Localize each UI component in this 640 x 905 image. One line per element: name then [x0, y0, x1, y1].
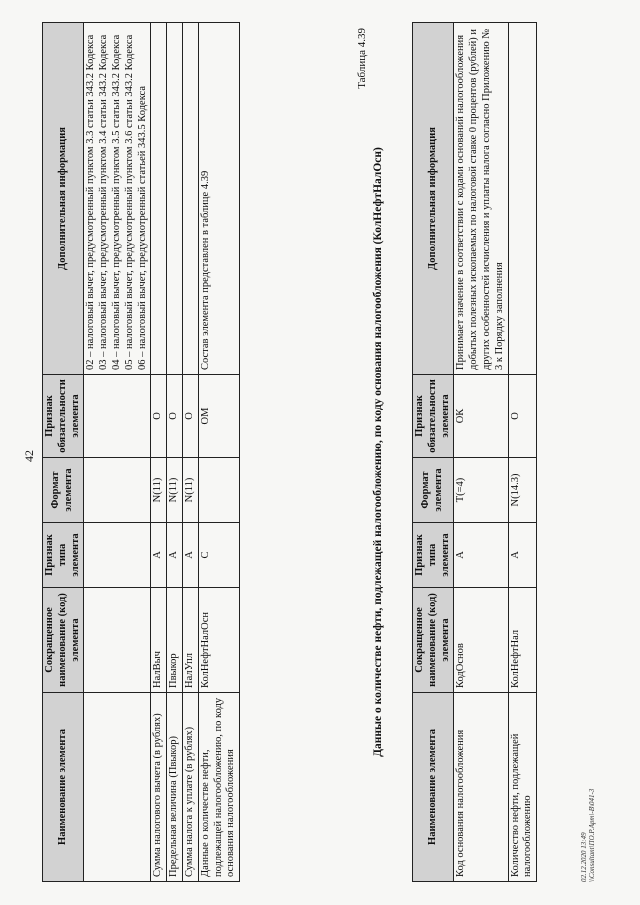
cell-name: Количество нефти, подлежащей налогообложению [508, 693, 537, 882]
table-cell [84, 588, 151, 693]
footer-stamp [580, 789, 597, 882]
cell-code: КолНефтНалОсн [198, 588, 239, 693]
cell-info: Принимает значение в соответствии с кодами оснований налогообложения добытых полезных ископаемых по налоговой ставке 0 процентов (рублей) и других особенностей исчисления и уплаты налога согласно Приложению № 3 к Порядку заполнения [454, 23, 508, 375]
cell-type: А [151, 523, 167, 588]
table-row [508, 23, 537, 882]
elements-table-continued [42, 22, 240, 882]
info-line: 06 – налоговый вычет, предусмотренный статьей 343.5 Кодекса [136, 86, 148, 370]
cell-code: КодОснов [454, 588, 508, 693]
cell-name: Сумма налога к уплате (в рублях) [182, 693, 198, 882]
info-line: 04 – налоговый вычет, предусмотренный пунктом 3.5 статьи 343.2 Кодекса [110, 34, 122, 370]
cell-code: КолНефтНал [508, 588, 537, 693]
cell-type: А [508, 523, 537, 588]
cell-info [151, 23, 167, 375]
col-header-format: Формат элемента [413, 458, 454, 523]
table-cell [84, 458, 151, 523]
col-header-required: Признак обязательности элемента [413, 375, 454, 458]
col-header-required: Признак обязательности элемента [43, 375, 84, 458]
cell-code: НалУпл [182, 588, 198, 693]
cell-format: N(11) [167, 458, 183, 523]
cell-type: С [198, 523, 239, 588]
col-header-type: Признак типа элемента [413, 523, 454, 588]
info-line: 02 – налоговый вычет, предусмотренный пунктом 3.3 статьи 343.2 Кодекса [85, 34, 97, 370]
cell-code: НалВыч [151, 588, 167, 693]
table-title: Данные о количестве нефти, подлежащей налогообложению, по коду основания налогообложения (КолНефтНалОсн) [372, 147, 384, 757]
cell-type: А [454, 523, 508, 588]
table-cell [84, 523, 151, 588]
cell-required: О [151, 375, 167, 458]
footer-date: 02.12.2020 13:49 [580, 832, 588, 882]
cell-info: Состав элемента представлен в таблице 4.39 [198, 23, 239, 375]
info-line: 05 – налоговый вычет, предусмотренный пунктом 3.6 статьи 343.2 Кодекса [123, 34, 135, 370]
cell-format: Т(=4) [454, 458, 508, 523]
col-header-name: Наименование элемента [413, 693, 454, 882]
info-line: 03 – налоговый вычет, предусмотренный пунктом 3.4 статьи 343.2 Кодекса [98, 34, 110, 370]
cell-required: О [508, 375, 537, 458]
cell-name: Код основания налогообложения [454, 693, 508, 882]
col-header-type: Признак типа элемента [43, 523, 84, 588]
cell-name: Предельная величина (Пвыкор) [167, 693, 183, 882]
col-header-code: Сокращенное наименование (код) элемента [413, 588, 454, 693]
cell-info [182, 23, 198, 375]
col-header-format: Формат элемента [43, 458, 84, 523]
table-row [454, 23, 508, 882]
table-cell [84, 375, 151, 458]
col-header-info: Дополнительная информация [413, 23, 454, 375]
cell-format: N(14.3) [508, 458, 537, 523]
cell-required: ОК [454, 375, 508, 458]
cell-info [167, 23, 183, 375]
cell-info [508, 23, 537, 375]
cell-code: Пвыкор [167, 588, 183, 693]
col-header-code: Сокращенное наименование (код) элемента [43, 588, 84, 693]
table-row [151, 23, 167, 882]
col-header-name: Наименование элемента [43, 693, 84, 882]
cell-type: А [167, 523, 183, 588]
cell-name: Данные о количестве нефти, подлежащей налогообложению, по коду основания налогообложения [198, 693, 239, 882]
table-row [182, 23, 198, 882]
cell-format: N(11) [182, 458, 198, 523]
cell-type: А [182, 523, 198, 588]
cell-format [198, 458, 239, 523]
table-row [167, 23, 183, 882]
col-header-info: Дополнительная информация [43, 23, 84, 375]
cell-format: N(11) [151, 458, 167, 523]
table-row [84, 23, 151, 882]
cell-required: О [182, 375, 198, 458]
rotated-content [20, 12, 620, 892]
info-list-cell [84, 23, 151, 375]
cell-name: Сумма налогового вычета (в рублях) [151, 693, 167, 882]
footer-path: \\Consultant\ПО.Р.Арт\-В\041-3 [588, 788, 597, 882]
table2-header-row [413, 23, 454, 882]
cell-required: ОМ [198, 375, 239, 458]
cell-required: О [167, 375, 183, 458]
table1-header-row [43, 23, 84, 882]
table-cell [84, 693, 151, 882]
table-row [198, 23, 239, 882]
table-caption: Таблица 4.39 [356, 28, 368, 89]
oil-quantity-table [412, 22, 537, 882]
page-number: 42 [22, 450, 36, 462]
